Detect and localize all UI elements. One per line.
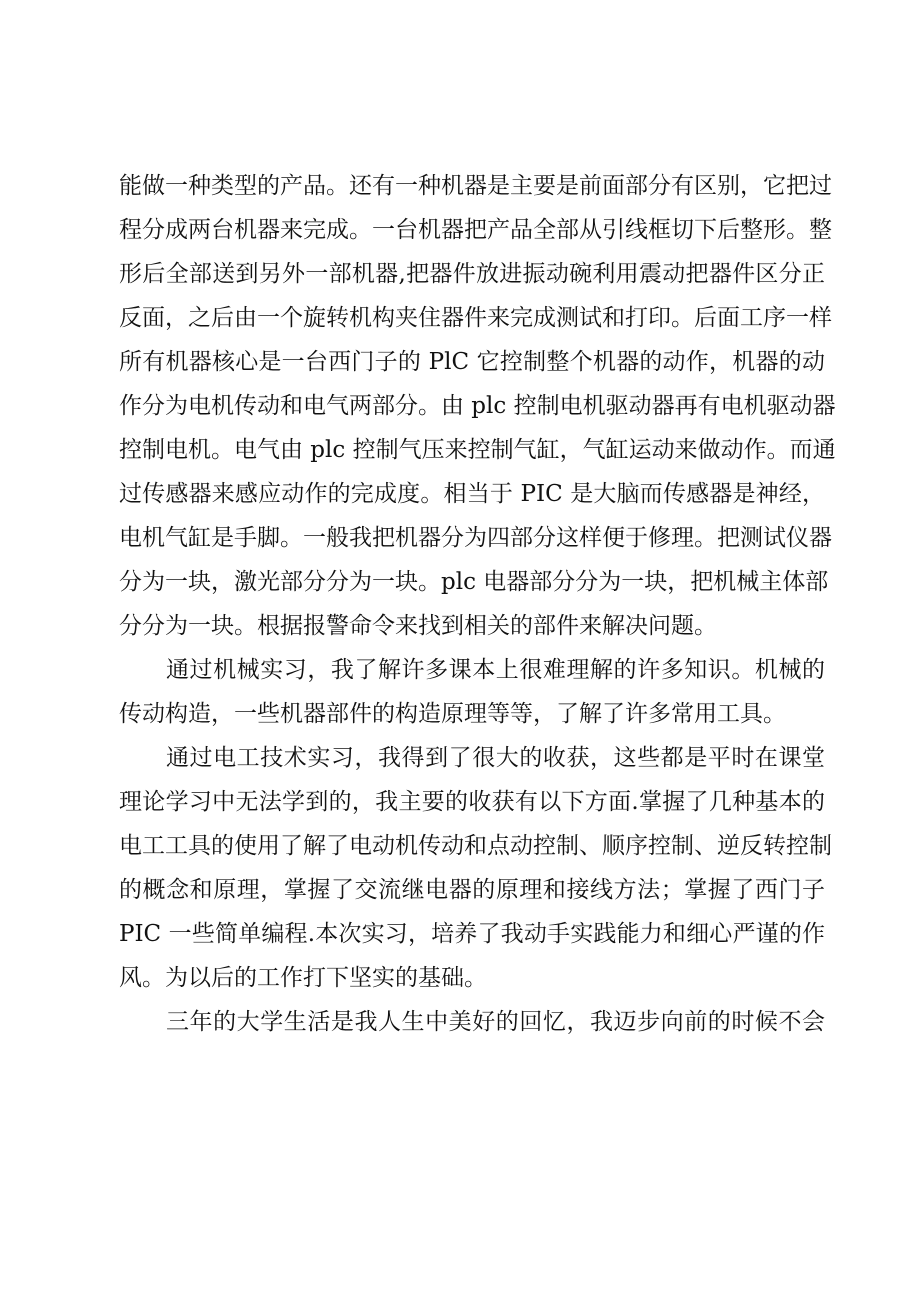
paragraph-3-line-3: 电工工具的使用了解了电动机传动和点动控制、顺序控制、逆反转控制 bbox=[119, 833, 832, 859]
paragraph-1-line-6: 作分为电机传动和电气两部分。由 plc 控制电机驱动器再有电机驱动器 bbox=[119, 393, 836, 419]
paragraph-3-line-6: 风。为以后的工作打下坚实的基础。 bbox=[119, 965, 487, 991]
paragraph-3-line-2: 理论学习中无法学到的，我主要的收获有以下方面.掌握了几种基本的 bbox=[119, 789, 825, 815]
paragraph-1-line-1: 能做一种类型的产品。还有一种机器是主要是前面部分有区别，它把过 bbox=[119, 173, 832, 199]
paragraph-1-line-5: 所有机器核心是一台西门子的 PlC 它控制整个机器的动作，机器的动 bbox=[119, 349, 825, 375]
paragraph-1-line-4: 反面，之后由一个旋转机构夹住器件来完成测试和打印。后面工序一样 bbox=[119, 305, 832, 331]
paragraph-2-line-2: 传动构造，一些机器部件的构造原理等等，了解了许多常用工具。 bbox=[119, 701, 786, 727]
paragraph-1-line-2: 程分成两台机器来完成。一台机器把产品全部从引线框切下后整形。整 bbox=[119, 217, 832, 243]
paragraph-2-line-1: 通过机械实习，我了解许多课本上很难理解的许多知识。机械的 bbox=[166, 657, 825, 683]
paragraph-3-line-5: PIC 一些简单编程.本次实习，培养了我动手实践能力和细心严谨的作 bbox=[119, 921, 825, 947]
paragraph-1-line-10: 分为一块，激光部分分为一块。plc 电器部分分为一块，把机械主体部 bbox=[119, 569, 829, 595]
paragraph-4-line-1: 三年的大学生活是我人生中美好的回忆，我迈步向前的时候不会 bbox=[166, 1009, 825, 1035]
paragraph-1-line-3: 形后全部送到另外一部机器,把器件放进振动碗利用震动把器件区分正 bbox=[119, 261, 825, 287]
paragraph-3-line-4: 的概念和原理，掌握了交流继电器的原理和接线方法；掌握了西门子 bbox=[119, 877, 825, 903]
paragraph-1-line-7: 控制电机。电气由 plc 控制气压来控制气缸，气缸运动来做动作。而通 bbox=[119, 437, 836, 463]
paragraph-1-line-9: 电机气缸是手脚。一般我把机器分为四部分这样便于修理。把测试仪器 bbox=[119, 525, 832, 551]
paragraph-1-line-8: 过传感器来感应动作的完成度。相当于 PIC 是大脑而传感器是神经， bbox=[119, 481, 825, 507]
paragraph-1-line-11: 分分为一块。根据报警命令来找到相关的部件来解决问题。 bbox=[119, 613, 717, 639]
paragraph-3-line-1: 通过电工技术实习，我得到了很大的收获，这些都是平时在课堂 bbox=[166, 745, 825, 771]
